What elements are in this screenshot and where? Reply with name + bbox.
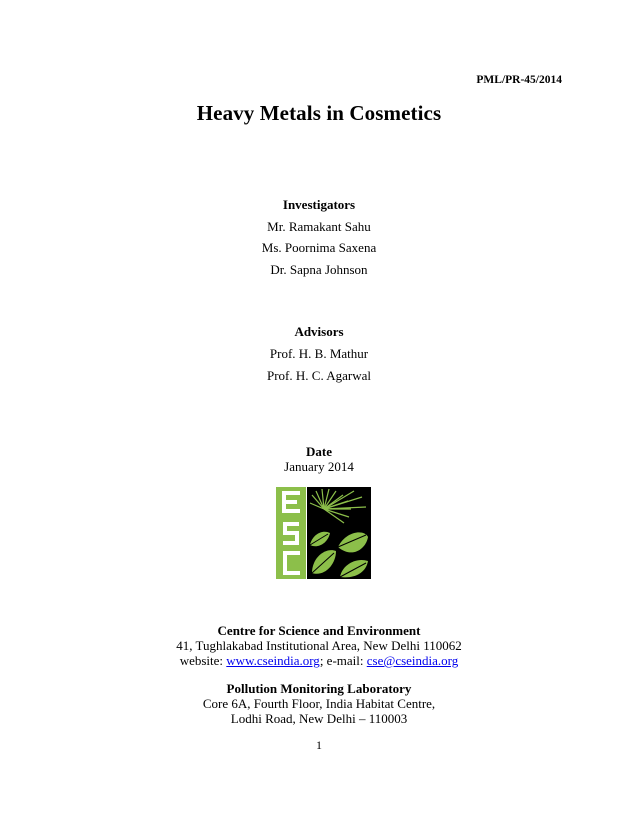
report-id: PML/PR-45/2014 xyxy=(476,74,562,86)
cse-logo xyxy=(276,487,371,579)
advisor-name: Prof. H. C. Agarwal xyxy=(267,368,371,383)
investigators-heading: Investigators xyxy=(282,197,356,212)
lab-address-line1: Core 6A, Fourth Floor, India Habitat Centre, xyxy=(202,696,436,711)
lab-name: Pollution Monitoring Laboratory xyxy=(226,681,412,696)
lab-address-line2: Lodhi Road, New Delhi – 110003 xyxy=(230,711,408,726)
date-heading: Date xyxy=(306,444,332,459)
cse-address: 41, Tughlakabad Institutional Area, New Delhi 110062 xyxy=(176,638,462,653)
cse-contact xyxy=(0,653,638,669)
website-link[interactable]: www.cseindia.org xyxy=(226,653,320,668)
investigator-name: Ms. Poornima Saxena xyxy=(261,240,377,255)
cse-leaf-logo-icon xyxy=(276,487,371,579)
investigator-name: Mr. Ramakant Sahu xyxy=(267,219,371,234)
advisors-heading: Advisors xyxy=(294,324,344,339)
email-link[interactable]: cse@cseindia.org xyxy=(366,653,459,668)
email-label: ; e-mail: xyxy=(319,653,367,668)
page-title: Heavy Metals in Cosmetics xyxy=(196,101,442,125)
cse-name: Centre for Science and Environment xyxy=(217,623,421,638)
website-label: website: xyxy=(179,653,227,668)
page-number: 1 xyxy=(316,738,322,752)
investigator-name: Dr. Sapna Johnson xyxy=(270,262,368,277)
date-value: January 2014 xyxy=(284,459,354,474)
advisor-name: Prof. H. B. Mathur xyxy=(269,346,369,361)
